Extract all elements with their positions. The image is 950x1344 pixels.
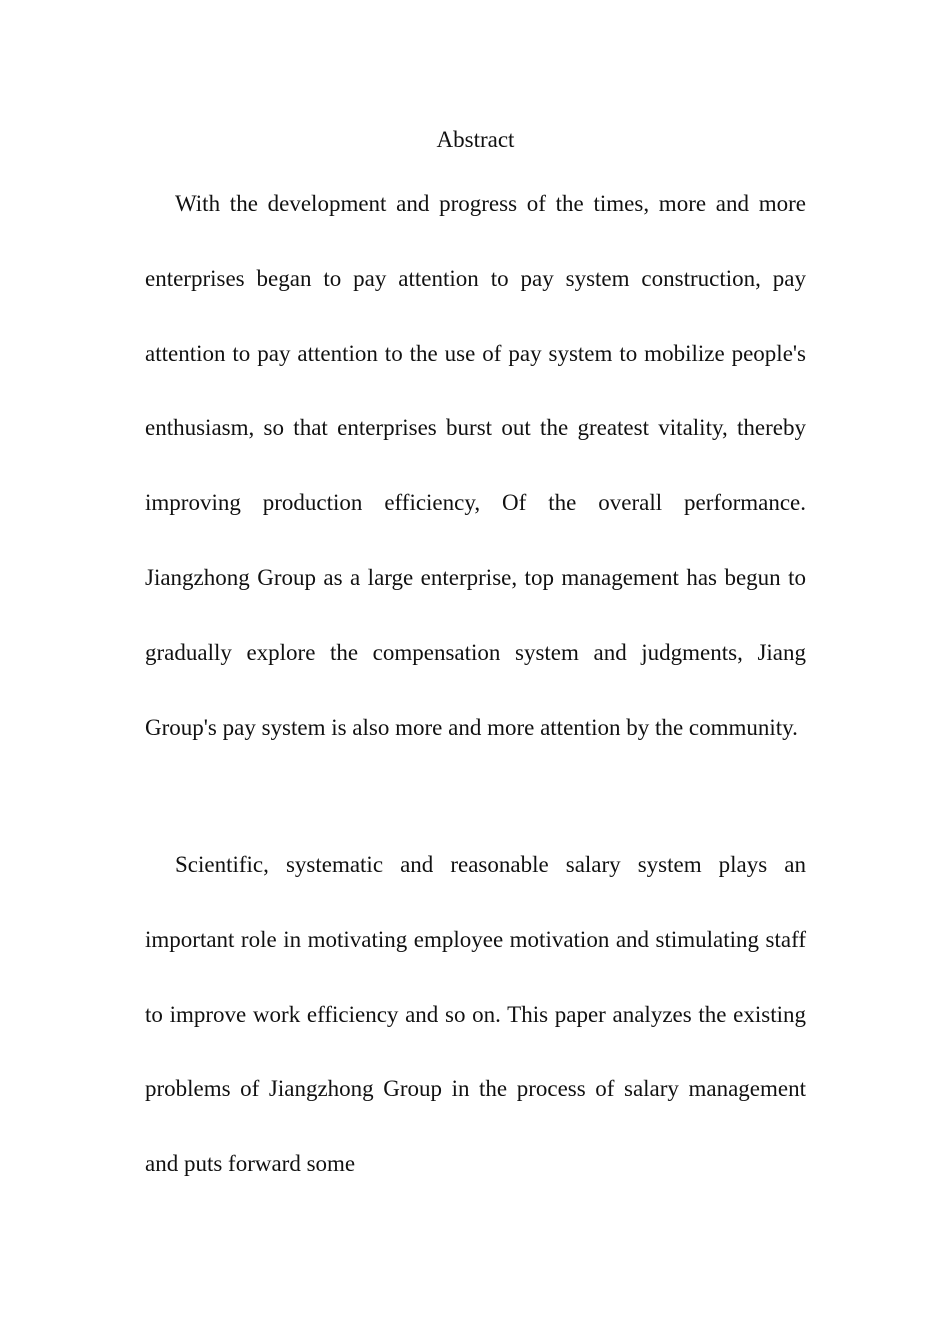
- abstract-paragraph-2: Scientific, systematic and reasonable salary system plays an important role in motivating employee motivation and stimulating staff to improve work efficiency and so on. This paper analyzes the existing problems of Jiangzhong Group in the process of salary management and puts forward some: [145, 852, 806, 1177]
- abstract-paragraph-1: With the development and progress of the times, more and more enterprises began to pay attention to pay system construction, pay attention to pay attention to the use of pay system to mobilize people's enthusiasm, so that enterprises burst out the greatest vitality, thereby improving production efficiency, Of the overall performance. Jiangzhong Group as a large enterprise, top management has begun to gradually explore the compensation system and judgments, Jiang Group's pay system is also more and more attention by the community.: [145, 191, 806, 740]
- abstract-title: Abstract: [436, 127, 515, 152]
